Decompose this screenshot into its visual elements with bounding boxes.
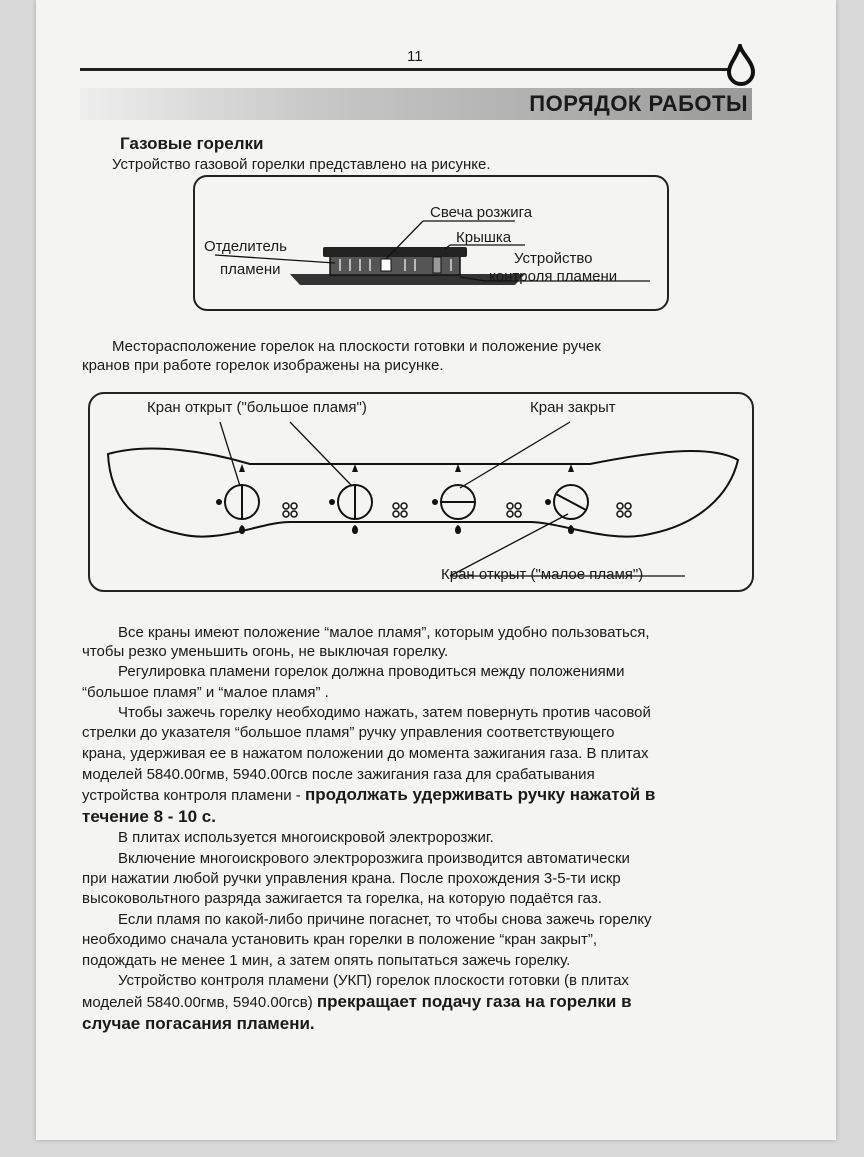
paragraph-3-line-4: моделей 5840.00гмв, 5940.00гсв после зажигания газа для срабатывания (82, 766, 595, 783)
page-number: 11 (407, 48, 423, 65)
section-banner (80, 88, 752, 120)
paragraph-7-emphasis-end: случае погасания пламени. (82, 1014, 315, 1033)
paragraph-6-line-3: подождать не менее 1 мин, а затем опять попытаться зажечь горелку. (82, 952, 571, 969)
paragraph-6-line-1: Если пламя по какой-либо причине погаснет, то чтобы снова зажечь горелку (118, 911, 652, 928)
section-title: ПОРЯДОК РАБОТЫ (529, 91, 748, 116)
paragraph-5-line-2: при нажатии любой ручки управления крана. После прохождения 3-5-ти искр (82, 870, 621, 887)
knobs-diagram (90, 394, 750, 588)
paragraph-3-line-5-text: устройства контроля пламени - (82, 787, 305, 804)
label-flame-divider-2: пламени (220, 261, 281, 278)
label-flame-control-2: контроля пламени (489, 268, 618, 285)
paragraph-1-line-2: чтобы резко уменьшить огонь, не выключая горелку. (82, 643, 449, 660)
label-cover: Крышка (456, 229, 512, 246)
paragraph-4: В плитах используется многоискровой электророзжиг. (118, 829, 494, 846)
flame-drop-icon (726, 44, 756, 86)
paragraph-3-line-2: стрелки до указателя “большое пламя” ручку управления соответствующего (82, 724, 615, 741)
paragraph-1-line-1: Все краны имеют положение “малое пламя”, которым удобно пользоваться, (118, 624, 650, 641)
label-flame-control-1: Устройство (514, 250, 593, 267)
header-rule (80, 68, 730, 71)
paragraph-6-line-2: необходимо сначала установить кран горелки в положение “кран закрыт”, (82, 931, 598, 948)
paragraph-5-line-1: Включение многоискрового электророзжига производится автоматически (118, 850, 630, 867)
intro-text: Устройство газовой горелки представлено на рисунке. (112, 156, 491, 173)
label-open-small-flame: Кран открыт ("малое пламя") (441, 566, 644, 583)
heading-gas-burners: Газовые горелки (120, 134, 264, 153)
paragraph-3-line-1: Чтобы зажечь горелку необходимо нажать, затем повернуть против часовой (118, 704, 651, 721)
paragraph-3-emphasis-end: течение 8 - 10 с. (82, 807, 216, 826)
label-open-big-flame: Кран открыт ("большое пламя") (147, 399, 367, 416)
paragraph-7-line-1: Устройство контроля пламени (УКП) горелок плоскости готовки (в плитах (118, 972, 629, 989)
paragraph-2-line-1: Регулировка пламени горелок должна проводиться между положениями (118, 663, 625, 680)
paragraph-3-line-5 (82, 784, 655, 807)
label-spark-plug: Свеча розжига (430, 204, 533, 221)
label-flame-divider-1: Отделитель (204, 238, 287, 255)
location-text-line-2: кранов при работе горелок изображены на рисунке. (82, 357, 444, 374)
location-text-line-1: Месторасположение горелок на плоскости готовки и положение ручек (112, 338, 601, 355)
label-closed: Кран закрыт (530, 399, 616, 416)
paragraph-3-line-3: крана, удерживая ее в нажатом положении до момента зажигания газа. В плитах (82, 745, 649, 762)
paragraph-7-line-2-text: моделей 5840.00гмв, 5940.00гсв) (82, 994, 317, 1011)
paragraph-2-line-2: “большое пламя” и “малое пламя” . (82, 684, 329, 701)
paragraph-7-line-2 (82, 991, 632, 1014)
paragraph-3-emphasis: продолжать удерживать ручку нажатой в (304, 785, 656, 804)
paragraph-7-emphasis: прекращает подачу газа на горелки в (316, 992, 632, 1011)
paragraph-5-line-3: высоковольтного разряда зажигается та горелка, на которую подаётся газ. (82, 890, 602, 907)
